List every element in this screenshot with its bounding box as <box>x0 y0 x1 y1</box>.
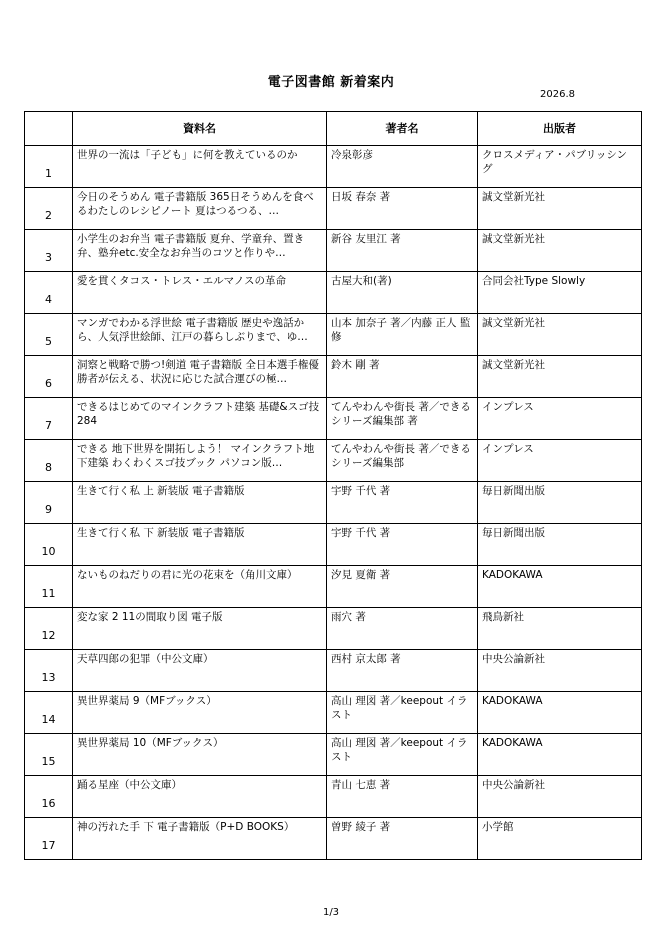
table-row <box>25 440 642 482</box>
row-title-cell <box>73 398 327 440</box>
row-number: 1 <box>25 146 73 188</box>
row-publisher-cell <box>478 314 642 356</box>
row-publisher: 誠文堂新光社 <box>482 233 545 245</box>
row-publisher-cell <box>478 818 642 860</box>
row-author: 高山 理図 著／keepout イラスト <box>331 737 468 763</box>
row-title: 洞察と戦略で勝つ!剣道 電子書籍版 全日本選手権優勝者が伝える、状況に応じた試合運びの極… <box>77 359 319 385</box>
row-title-cell <box>73 818 327 860</box>
row-publisher-cell <box>478 440 642 482</box>
table-row <box>25 230 642 272</box>
row-author: 新谷 友里江 著 <box>331 233 401 245</box>
row-title: できるはじめてのマインクラフト建築 基礎&スゴ技284 <box>77 401 320 427</box>
row-title-cell <box>73 524 327 566</box>
table-header-row <box>25 112 642 146</box>
row-title: できる 地下世界を開拓しよう！ マインクラフト地下建築 わくわくスゴ技ブック パソコン版… <box>77 443 315 469</box>
row-number: 15 <box>25 734 73 776</box>
row-title-cell <box>73 356 327 398</box>
header-publisher: 出版者 <box>478 112 642 146</box>
row-title: 小学生のお弁当 電子書籍版 夏弁、学童弁、置き弁、塾弁etc.安全なお弁当のコツと作りや… <box>77 233 305 259</box>
row-publisher: インプレス <box>482 401 534 413</box>
row-author-cell <box>327 566 478 608</box>
row-author-cell <box>327 734 478 776</box>
row-publisher-cell <box>478 734 642 776</box>
document-title: 電子図書館 新着案内 <box>267 75 395 90</box>
row-publisher: インプレス <box>482 443 534 455</box>
row-publisher: 合同会社Type Slowly <box>482 275 586 287</box>
row-author: てんやわんや街長 著／できるシリーズ編集部 著 <box>331 401 471 427</box>
row-number: 12 <box>25 608 73 650</box>
page-number: 1/3 <box>322 907 340 918</box>
new-arrivals-table <box>24 111 642 860</box>
row-author-cell <box>327 146 478 188</box>
table-row <box>25 566 642 608</box>
table-row <box>25 314 642 356</box>
row-author: 日坂 春奈 著 <box>331 191 391 203</box>
row-publisher: 誠文堂新光社 <box>482 317 545 329</box>
row-number: 7 <box>25 398 73 440</box>
row-publisher-cell <box>478 482 642 524</box>
table-row <box>25 188 642 230</box>
row-title: 愛を貫くタコス・トレス・エルマノスの革命 <box>77 275 286 287</box>
row-publisher-cell <box>478 146 642 188</box>
row-author: てんやわんや街長 著／できるシリーズ編集部 <box>331 443 471 469</box>
row-title: 生きて行く私 下 新装版 電子書籍版 <box>77 527 245 539</box>
row-author: 宇野 千代 著 <box>331 485 391 497</box>
row-title: 変な家 2 11の間取り図 電子版 <box>77 611 223 623</box>
row-title-cell <box>73 650 327 692</box>
table-row <box>25 482 642 524</box>
header-author: 著者名 <box>327 112 478 146</box>
row-number: 10 <box>25 524 73 566</box>
row-publisher-cell <box>478 692 642 734</box>
row-publisher-cell <box>478 776 642 818</box>
table-row <box>25 692 642 734</box>
row-author: 雨穴 著 <box>331 611 366 623</box>
row-publisher: 飛鳥新社 <box>482 611 524 623</box>
row-author-cell <box>327 398 478 440</box>
row-publisher: KADOKAWA <box>482 569 543 581</box>
row-title-cell <box>73 314 327 356</box>
row-title-cell <box>73 734 327 776</box>
table-row <box>25 608 642 650</box>
row-publisher-cell <box>478 650 642 692</box>
row-publisher-cell <box>478 608 642 650</box>
row-number: 2 <box>25 188 73 230</box>
row-author-cell <box>327 356 478 398</box>
row-author-cell <box>327 482 478 524</box>
table-row <box>25 356 642 398</box>
document-date: 2026.8 <box>540 89 575 100</box>
row-title: 今日のそうめん 電子書籍版 365日そうめんを食べるわたしのレシピノート 夏はつるつる、… <box>77 191 314 217</box>
row-author: 冷泉彰彦 <box>331 149 373 161</box>
row-title: 異世界薬局 10（MFブックス） <box>77 737 224 749</box>
header-title: 資料名 <box>73 112 327 146</box>
row-publisher-cell <box>478 188 642 230</box>
table-row <box>25 650 642 692</box>
row-publisher-cell <box>478 524 642 566</box>
row-title-cell <box>73 482 327 524</box>
row-title: 世界の一流は「子ども」に何を教えているのか <box>77 149 298 161</box>
row-author: 西村 京太郎 著 <box>331 653 401 665</box>
table-row <box>25 146 642 188</box>
table-row <box>25 776 642 818</box>
row-author-cell <box>327 272 478 314</box>
row-author-cell <box>327 188 478 230</box>
row-publisher: 中央公論新社 <box>482 779 545 791</box>
row-number: 4 <box>25 272 73 314</box>
row-number: 8 <box>25 440 73 482</box>
row-author-cell <box>327 692 478 734</box>
row-publisher-cell <box>478 230 642 272</box>
table-row <box>25 398 642 440</box>
row-author: 青山 七恵 著 <box>331 779 391 791</box>
row-publisher-cell <box>478 356 642 398</box>
row-publisher-cell <box>478 566 642 608</box>
row-author: 汐見 夏衛 著 <box>331 569 391 581</box>
row-title: ないものねだりの君に光の花束を（角川文庫） <box>77 569 298 581</box>
row-title-cell <box>73 272 327 314</box>
row-author: 高山 理図 著／keepout イラスト <box>331 695 468 721</box>
row-title-cell <box>73 692 327 734</box>
row-publisher: 誠文堂新光社 <box>482 359 545 371</box>
row-author-cell <box>327 314 478 356</box>
row-author: 古屋大和(著) <box>331 275 392 287</box>
table-row <box>25 734 642 776</box>
row-title-cell <box>73 188 327 230</box>
row-title-cell <box>73 776 327 818</box>
row-number: 17 <box>25 818 73 860</box>
row-number: 3 <box>25 230 73 272</box>
row-number: 5 <box>25 314 73 356</box>
row-title-cell <box>73 566 327 608</box>
row-author: 山本 加奈子 著／内藤 正人 監修 <box>331 317 471 343</box>
row-number: 16 <box>25 776 73 818</box>
row-title-cell <box>73 146 327 188</box>
row-publisher: KADOKAWA <box>482 695 543 707</box>
row-title: 生きて行く私 上 新装版 電子書籍版 <box>77 485 245 497</box>
header-number <box>25 112 73 146</box>
row-author-cell <box>327 608 478 650</box>
row-title: 天草四郎の犯罪（中公文庫） <box>77 653 214 665</box>
row-title-cell <box>73 608 327 650</box>
row-publisher: 中央公論新社 <box>482 653 545 665</box>
row-number: 14 <box>25 692 73 734</box>
row-author: 曽野 綾子 著 <box>331 821 391 833</box>
row-publisher-cell <box>478 398 642 440</box>
row-publisher: 小学館 <box>482 821 514 833</box>
row-number: 11 <box>25 566 73 608</box>
row-author-cell <box>327 818 478 860</box>
row-title-cell <box>73 230 327 272</box>
row-publisher: 誠文堂新光社 <box>482 191 545 203</box>
row-author-cell <box>327 524 478 566</box>
table-row <box>25 818 642 860</box>
row-publisher: クロスメディア・パブリッシング <box>482 149 628 175</box>
row-publisher: 毎日新聞出版 <box>482 527 545 539</box>
row-author: 鈴木 剛 著 <box>331 359 380 371</box>
table-row <box>25 524 642 566</box>
row-author-cell <box>327 776 478 818</box>
row-title: 神の汚れた手 下 電子書籍版（P+D BOOKS） <box>77 821 295 833</box>
row-number: 9 <box>25 482 73 524</box>
row-author-cell <box>327 440 478 482</box>
row-title: 踊る星座（中公文庫） <box>77 779 182 791</box>
row-publisher: KADOKAWA <box>482 737 543 749</box>
row-publisher-cell <box>478 272 642 314</box>
row-number: 13 <box>25 650 73 692</box>
row-title: マンガでわかる浮世絵 電子書籍版 歴史や逸話から、人気浮世絵師、江戸の暮らしぶりまで、ゆ… <box>77 317 308 343</box>
row-title: 異世界薬局 9（MFブックス） <box>77 695 217 707</box>
row-publisher: 毎日新聞出版 <box>482 485 545 497</box>
row-number: 6 <box>25 356 73 398</box>
row-author: 宇野 千代 著 <box>331 527 391 539</box>
table-row <box>25 272 642 314</box>
row-title-cell <box>73 440 327 482</box>
row-author-cell <box>327 650 478 692</box>
row-author-cell <box>327 230 478 272</box>
